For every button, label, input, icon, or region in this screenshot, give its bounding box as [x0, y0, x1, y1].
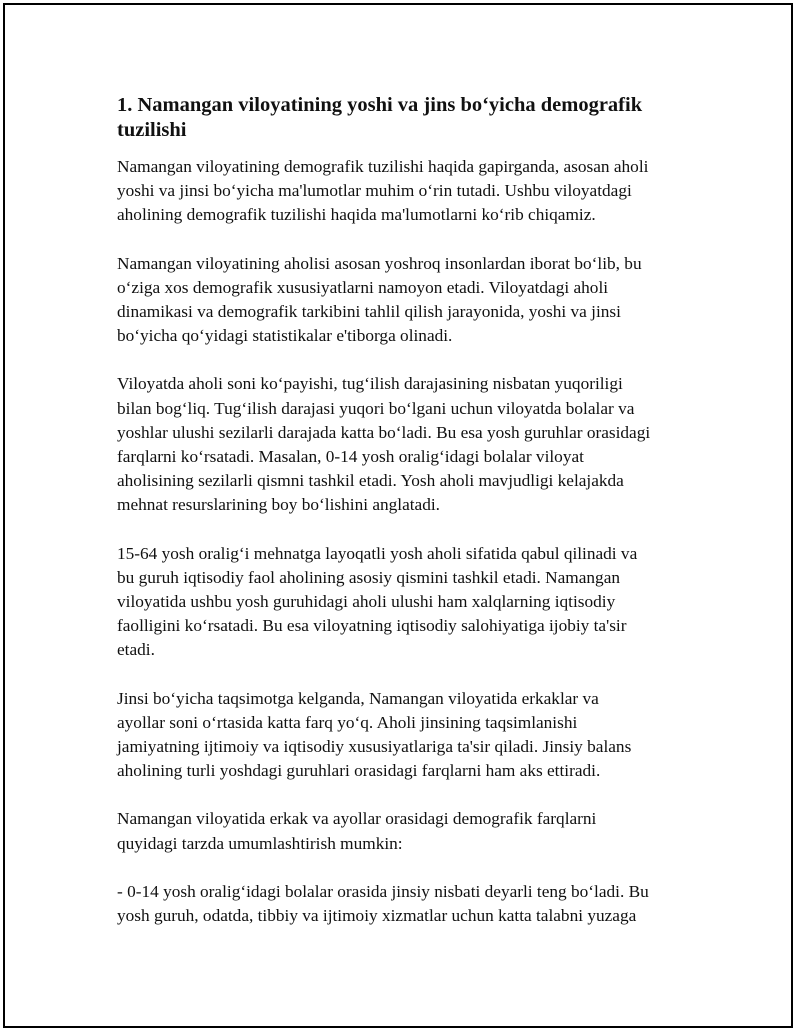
section-heading: 1. Namangan viloyatining yoshi va jins bo‘yicha demografik tuzilishi [117, 94, 643, 141]
paragraph-gender-distribution: Jinsi bo‘yicha taqsimotga kelganda, Namangan viloyatida erkaklar va ayollar soni o‘rtasida katta farq yo‘q. Aholi jinsining taqsimlanishi jamiyatning ijtimoiy va iqtisodiy xususiyatlariga ta'sir qiladi. Jinsiy balans aholining turli yoshdagi guruhlari orasidagi farqlarni ham aks ettiradi. [117, 688, 632, 781]
paragraph-list-item: - 0-14 yosh oralig‘idagi bolalar orasida jinsiy nisbati deyarli teng bo‘ladi. Bu yosh guruh, odatda, tibbiy va ijtimoiy xizmatlar uchun katta talabni yuzaga [117, 881, 649, 926]
paragraph-summary-intro: Namangan viloyatida erkak va ayollar orasidagi demografik farqlarni quyidagi tarzda umumlashtirish mumkin: [117, 809, 597, 853]
paragraph-working-age: 15-64 yosh oralig‘i mehnatga layoqatli yosh aholi sifatida qabul qilinadi va bu guruh iqtisodiy faol aholining asosiy qismini tashkil etadi. Namangan viloyatida ushbu yosh guruhidagi aholi ulushi ham xalqlarning iqtisodiy faolligini ko‘rsatadi. Bu esa viloyatning iqtisodiy salohiyatiga ijobiy ta'sir etadi. [117, 543, 638, 660]
document-body [117, 93, 689, 952]
paragraph-birth-rate: Viloyatda aholi soni ko‘payishi, tug‘ilish darajasining nisbatan yuqoriligi bilan bog‘liq. Tug‘ilish darajasi yuqori bo‘lgani uchun viloyatda bolalar va yoshlar ulushi sezilarli darajada katta bo‘ladi. Bu esa yosh guruhlar orasidagi farqlarni ko‘rsatadi. Masalan, 0-14 yosh oralig‘idagi bolalar viloyat aholisining sezilarli qismni tashkil etadi. Yosh aholi mavjudligi kelajakda mehnat resurslarining boy bo‘lishini anglatadi. [117, 374, 651, 515]
paragraph-young-population: Namangan viloyatining aholisi asosan yoshroq insonlardan iborat bo‘lib, bu o‘ziga xos demografik xususiyatlarni namoyon etadi. Viloyatdagi aholi dinamikasi va demografik tarkibini tahlil qilish jarayonida, yoshi va jinsi bo‘yicha qo‘yidagi statistikalar e'tiborga olinadi. [117, 253, 642, 346]
paragraph-intro: Namangan viloyatining demografik tuzilishi haqida gapirganda, asosan aholi yoshi va jinsi bo‘yicha ma'lumotlar muhim o‘rin tutadi. Ushbu viloyatdagi aholining demografik tuzilishi haqida ma'lumotlarni ko‘rib chiqamiz. [117, 157, 649, 225]
